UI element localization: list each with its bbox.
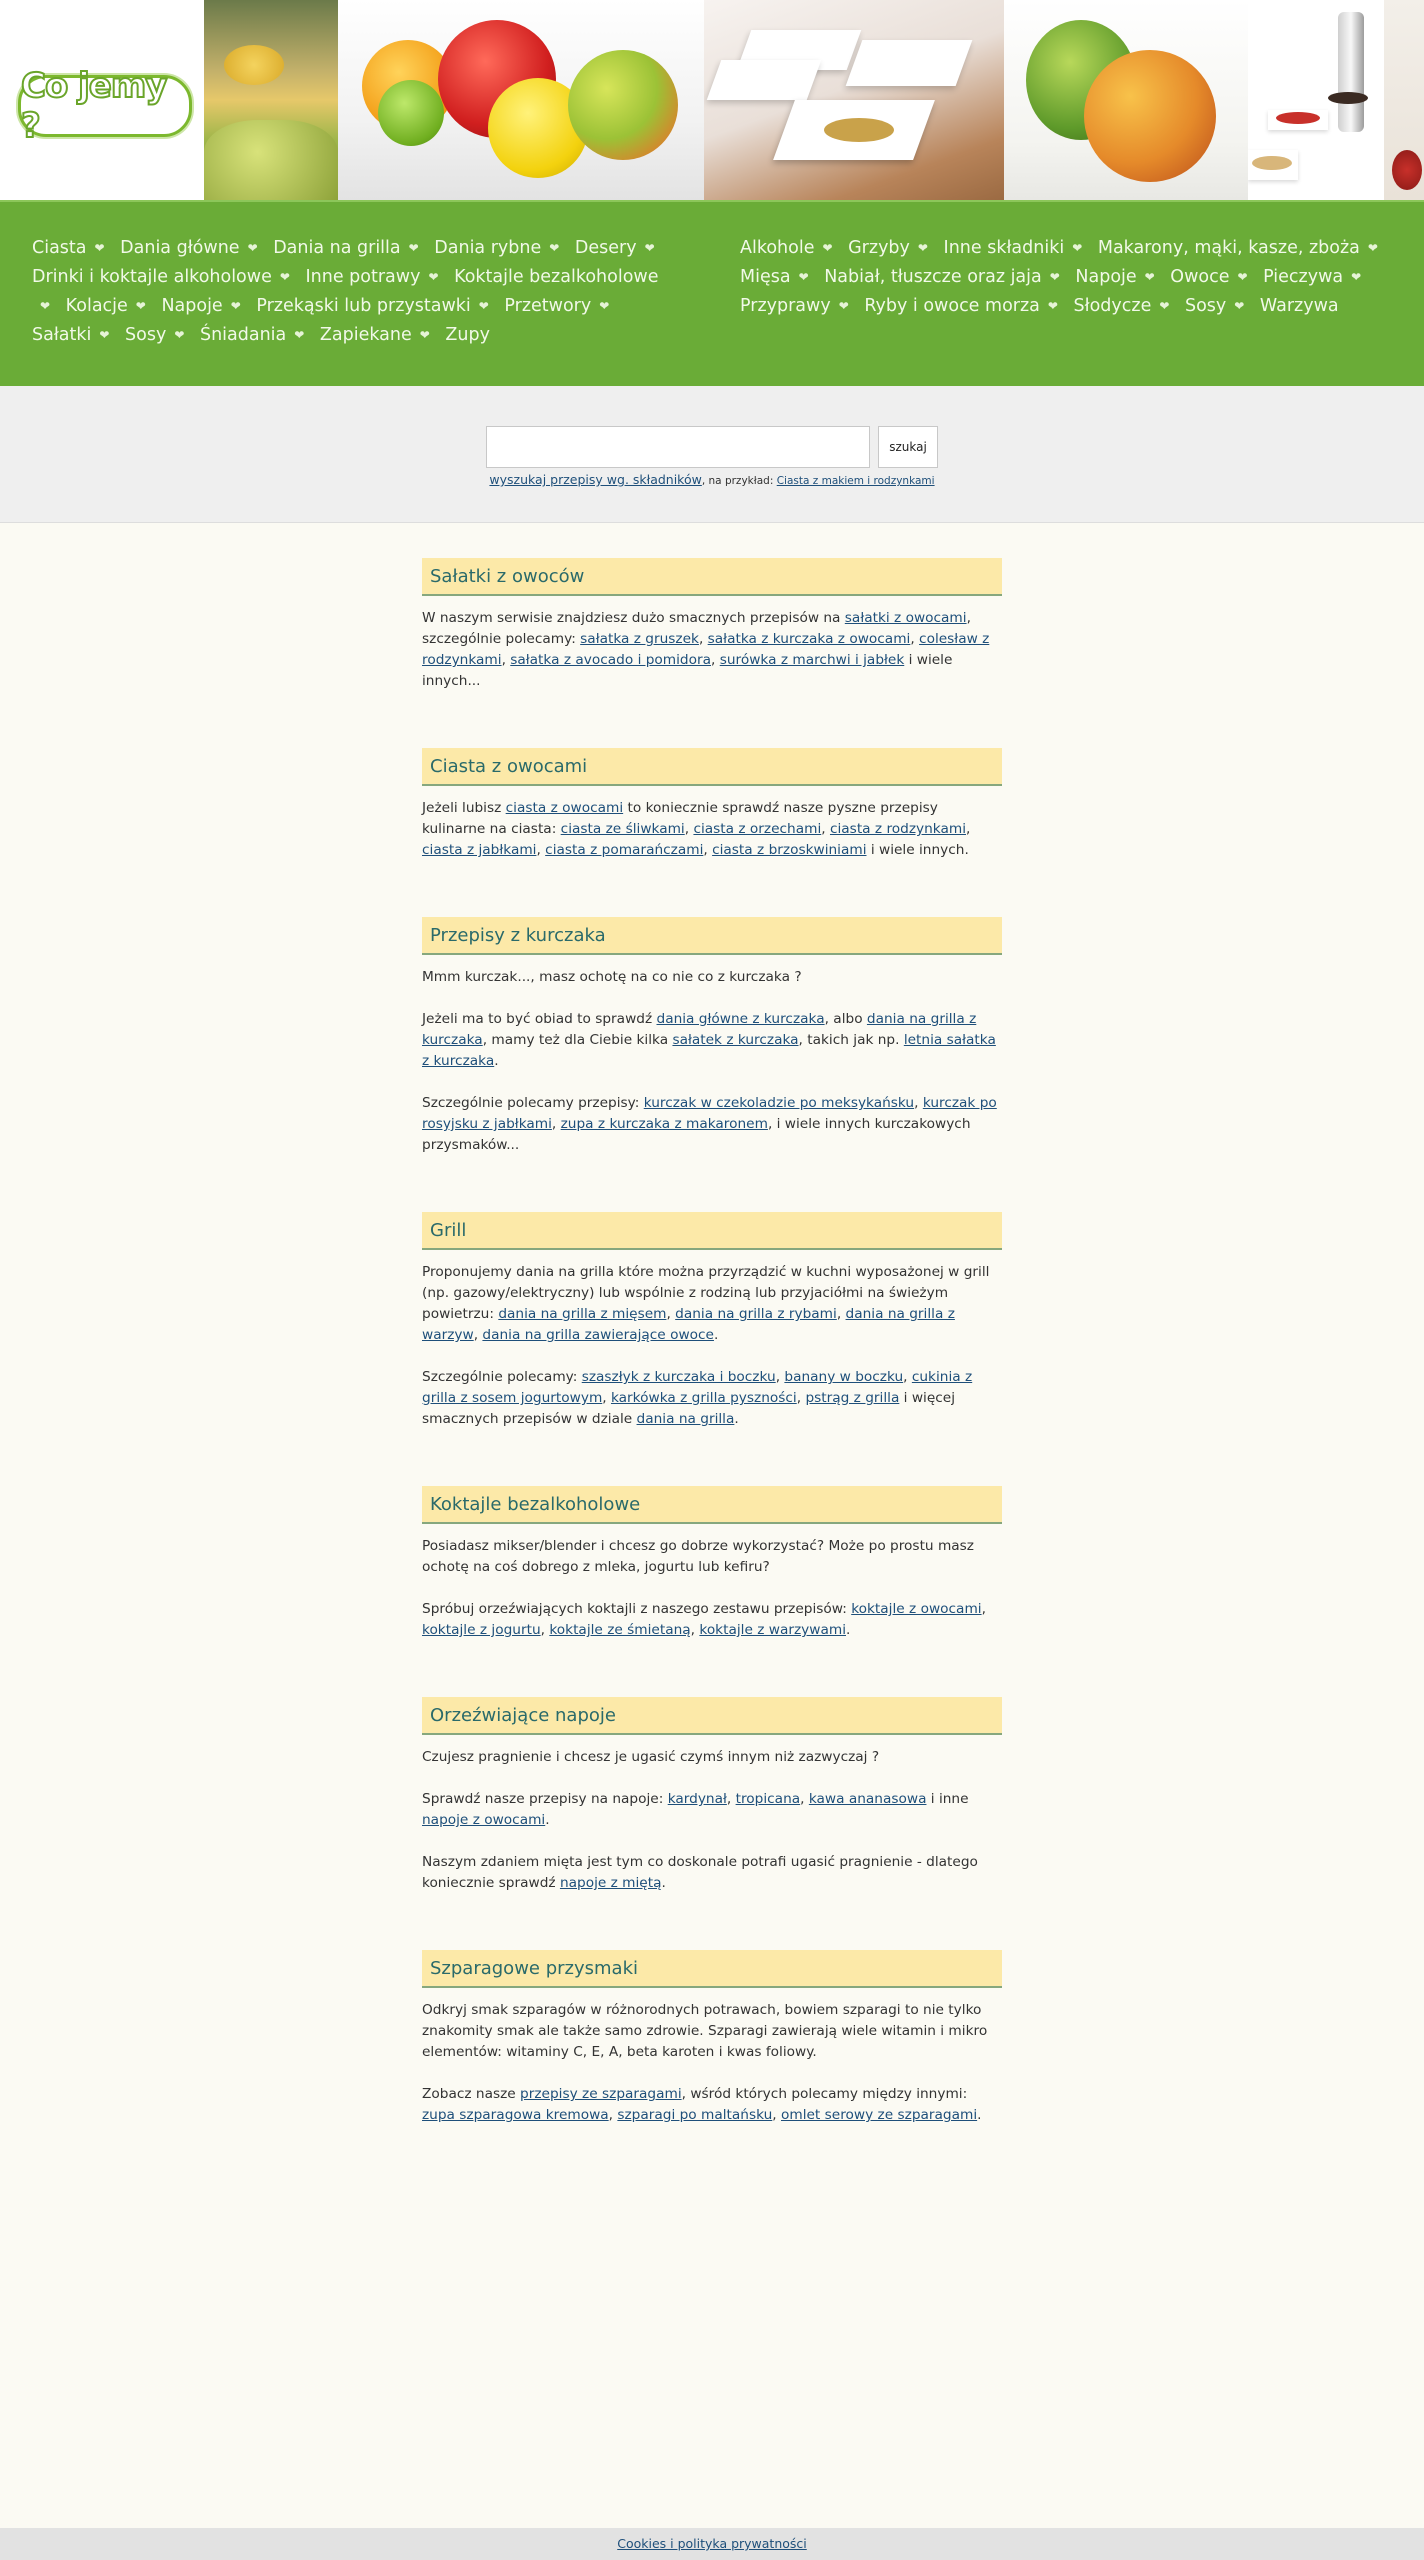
paragraph-text: Szczególnie polecamy przepisy: (422, 1095, 644, 1111)
nav-item[interactable]: Słodycze (1073, 296, 1152, 316)
paragraph-text: , (775, 1369, 785, 1385)
paragraph-text: . (977, 2107, 982, 2123)
recipe-link[interactable]: dania główne z kurczaka (656, 1011, 825, 1027)
section-paragraph (422, 1747, 1002, 1768)
recipe-link[interactable]: sałatka z gruszek (580, 631, 699, 647)
paragraph-text: , wśród których polecamy między innymi: (681, 2086, 968, 2102)
nav-item[interactable]: Sosy (1184, 296, 1227, 316)
paragraph-text: , (796, 1390, 806, 1406)
recipe-link[interactable]: szaszłyk z kurczaka i boczku (581, 1369, 776, 1385)
section-paragraph (422, 967, 1002, 988)
section-body (422, 798, 1002, 861)
heart-separator-icon: ❤ (599, 299, 610, 313)
paragraph-text: to koniecznie sprawdź nasze pyszne przepisy kulinarne na ciasta: (422, 800, 938, 837)
paragraph-text: i wiele innych. (866, 842, 969, 858)
recipe-link[interactable]: tropicana (735, 1791, 801, 1807)
nav-item[interactable]: Ryby i owoce morza (864, 296, 1040, 316)
paragraph-text: , takich jak np. (798, 1032, 904, 1048)
site-footer (0, 2528, 1424, 2560)
recipe-link[interactable]: szparagi po maltańsku (617, 2107, 773, 2123)
paragraph-text: , (836, 1306, 846, 1322)
recipe-link[interactable]: koktajle ze śmietaną (549, 1622, 691, 1638)
nav-item[interactable]: Drinki i koktajle alkoholowe (32, 267, 272, 287)
nav-item[interactable]: Przetwory (504, 296, 592, 316)
recipe-link[interactable]: ciasta ze śliwkami (560, 821, 685, 837)
paragraph-text: . (494, 1053, 499, 1069)
paragraph-text: Mmm kurczak..., masz ochotę na co nie co z kurczaka ? (422, 969, 802, 985)
content-section (422, 558, 1002, 692)
paragraph-text: , (690, 1622, 700, 1638)
heart-separator-icon: ❤ (549, 241, 560, 255)
nav-item[interactable]: Koktajle bezalkoholowe (454, 267, 659, 287)
nav-item[interactable]: Owoce (1170, 267, 1230, 287)
heart-separator-icon: ❤ (1144, 270, 1155, 284)
section-paragraph (422, 1009, 1002, 1072)
heart-separator-icon: ❤ (94, 241, 105, 255)
heart-separator-icon: ❤ (822, 241, 833, 255)
ingredient-menu (740, 234, 1400, 321)
section-paragraph (422, 1536, 1002, 1578)
paragraph-text: . (545, 1812, 550, 1828)
paragraph-text: Posiadasz mikser/blender i chcesz go dobrze wykorzystać? Może po prostu masz ochotę na coś dobrego z mleka, jogurtu lub kefiru? (422, 1538, 974, 1575)
section-body (422, 1262, 1002, 1430)
nav-item[interactable]: Zupy (445, 325, 490, 345)
heart-separator-icon: ❤ (408, 241, 419, 255)
nav-item[interactable]: Napoje (161, 296, 223, 316)
section-title: Szparagowe przysmaki (422, 1950, 1002, 1988)
recipe-link[interactable]: ciasta z owocami (505, 800, 624, 816)
nav-item[interactable]: Przekąski lub przystawki (256, 296, 471, 316)
section-paragraph (422, 608, 1002, 692)
recipe-link[interactable]: ciasta z orzechami (693, 821, 822, 837)
paragraph-text: , szczególnie polecamy: (422, 610, 971, 647)
heart-separator-icon: ❤ (1049, 270, 1060, 284)
section-paragraph (422, 1852, 1002, 1894)
recipe-link[interactable]: zupa z kurczaka z makaronem (560, 1116, 768, 1132)
recipe-link[interactable]: dania na grilla zawierające owoce (482, 1327, 714, 1343)
section-body (422, 2000, 1002, 2126)
heart-separator-icon: ❤ (478, 299, 489, 313)
heart-separator-icon: ❤ (99, 328, 110, 342)
paragraph-text: , i wiele innych kurczakowych przysmaków... (422, 1116, 971, 1153)
paragraph-text: , (910, 631, 920, 647)
hero-image-peppercorns (1384, 0, 1424, 200)
section-paragraph (422, 2000, 1002, 2063)
content-section (422, 1950, 1002, 2126)
recipe-link[interactable]: przepisy ze szparagami (520, 2086, 682, 2102)
nav-item[interactable]: Ciasta (32, 238, 87, 258)
paragraph-text: , (602, 1390, 611, 1406)
heart-separator-icon: ❤ (279, 270, 290, 284)
heart-separator-icon: ❤ (1159, 299, 1170, 313)
paragraph-text: Naszym zdaniem mięta jest tym co doskonale potrafi ugasić pragnienie - dlatego koniecznie sprawdź (422, 1854, 978, 1891)
paragraph-text: Odkryj smak szparagów w różnorodnych potrawach, bowiem szparagi to nie tylko znakomity smak ale także samo zdrowie. Szparagi zawierają wiele witamin i mikro elementów: witaminy C, E, A, beta karoten i kwas foliowy. (422, 2002, 988, 2060)
paragraph-text: , (914, 1095, 923, 1111)
section-paragraph (422, 2084, 1002, 2126)
heart-separator-icon: ❤ (1367, 241, 1378, 255)
paragraph-text: W naszym serwisie znajdziesz dużo smacznych przepisów na (422, 610, 845, 626)
nav-item[interactable]: Sałatki (32, 325, 92, 345)
recipe-link[interactable]: surówka z marchwi i jabłek (719, 652, 905, 668)
search-button[interactable]: szukaj (878, 426, 938, 468)
main-content (422, 558, 1002, 2147)
section-title: Sałatki z owoców (422, 558, 1002, 596)
recipe-link[interactable]: kurczak po rosyjsku z jabłkami (422, 1095, 997, 1132)
dish-type-menu (32, 234, 672, 350)
paragraph-text: , (473, 1327, 483, 1343)
paragraph-text: i inne (926, 1791, 969, 1807)
nav-item[interactable]: Nabiał, tłuszcze oraz jaja (824, 267, 1042, 287)
heart-separator-icon: ❤ (230, 299, 241, 313)
paragraph-text: Sprawdź nasze przepisy na napoje: (422, 1791, 668, 1807)
paragraph-text: . (734, 1411, 739, 1427)
recipe-link[interactable]: sałatka z kurczaka z owocami (707, 631, 911, 647)
recipe-link[interactable]: karkówka z grilla pyszności (610, 1390, 797, 1406)
recipe-link[interactable]: dania na grilla z mięsem (498, 1306, 667, 1322)
content-section (422, 1486, 1002, 1641)
paragraph-text: , (981, 1601, 986, 1617)
paragraph-text: Zobacz nasze (422, 2086, 521, 2102)
heart-separator-icon: ❤ (1351, 270, 1362, 284)
paragraph-text: Jeżeli ma to być obiad to sprawdź (422, 1011, 657, 1027)
heart-separator-icon: ❤ (294, 328, 305, 342)
paragraph-text: , (821, 821, 830, 837)
heart-separator-icon: ❤ (1237, 270, 1248, 284)
paragraph-text: , (698, 631, 708, 647)
paragraph-text: , (800, 1791, 809, 1807)
nav-item[interactable]: Kolacje (65, 296, 128, 316)
heart-separator-icon: ❤ (1072, 241, 1083, 255)
section-paragraph (422, 1789, 1002, 1831)
example-search-link[interactable]: Ciasta z makiem i rodzynkami (776, 475, 935, 487)
hero-image-mangoes (1004, 0, 1248, 200)
recipe-link[interactable]: dania na grilla z warzyw (422, 1306, 955, 1343)
nav-item[interactable]: Pieczywa (1263, 267, 1344, 287)
recipe-link[interactable]: letnia sałatka z kurczaka (422, 1032, 996, 1069)
recipe-link[interactable]: kardynał (667, 1791, 727, 1807)
recipe-link[interactable]: banany w boczku (784, 1369, 904, 1385)
heart-separator-icon: ❤ (798, 270, 809, 284)
section-title: Orzeźwiające napoje (422, 1697, 1002, 1735)
hero-image-herbs-grapes (204, 0, 338, 200)
category-navigation (0, 200, 1424, 388)
search-input[interactable] (486, 426, 870, 468)
recipe-link[interactable]: koktajle z warzywami (699, 1622, 846, 1638)
recipe-link[interactable]: ciasta z brzoskwiniami (712, 842, 867, 858)
recipe-link[interactable]: napoje z owocami (422, 1812, 546, 1828)
heart-separator-icon: ❤ (135, 299, 146, 313)
hero-image-spice-bowls (704, 0, 1004, 200)
recipe-link[interactable]: zupa szparagowa kremowa (422, 2107, 609, 2123)
example-prefix: , na przykład: (701, 475, 777, 487)
content-section (422, 1212, 1002, 1430)
paragraph-text: , (551, 1116, 561, 1132)
hero-image-fruits (338, 0, 704, 200)
nav-item[interactable]: Napoje (1075, 267, 1137, 287)
paragraph-text: . (713, 1327, 719, 1343)
paragraph-text: , (726, 1791, 736, 1807)
nav-item[interactable]: Zapiekane (319, 325, 412, 345)
paragraph-text: . (846, 1622, 851, 1638)
paragraph-text: , (966, 821, 971, 837)
nav-item[interactable]: Dania rybne (434, 238, 542, 258)
recipe-link[interactable]: omlet serowy ze szparagami (781, 2107, 978, 2123)
recipe-link[interactable]: ciasta z pomarańczami (545, 842, 704, 858)
recipe-link[interactable]: dania na grilla z kurczaka (422, 1011, 977, 1048)
section-paragraph (422, 1367, 1002, 1430)
recipe-link[interactable]: koktajle z owocami (851, 1601, 982, 1617)
nav-item[interactable]: Dania główne (120, 238, 240, 258)
paragraph-text: , (501, 652, 511, 668)
heart-separator-icon: ❤ (419, 328, 430, 342)
paragraph-text: , (666, 1306, 676, 1322)
recipe-link[interactable]: sałatki z owocami (844, 610, 967, 626)
search-bar (0, 386, 1424, 523)
recipe-link[interactable]: ciasta z rodzynkami (829, 821, 967, 837)
recipe-link[interactable]: colesław z rodzynkami (422, 631, 990, 668)
ingredient-search-link[interactable]: wyszukaj przepisy wg. składników (489, 472, 702, 487)
paragraph-text: Spróbuj orzeźwiających koktajli z naszego zestawu przepisów: (422, 1601, 852, 1617)
recipe-link[interactable]: napoje z miętą (559, 1875, 662, 1891)
recipe-link[interactable]: kawa ananasowa (808, 1791, 927, 1807)
nav-item[interactable]: Grzyby (848, 238, 910, 258)
nav-item[interactable]: Inne składniki (943, 238, 1065, 258)
site-logo[interactable]: Co jemy ? (18, 75, 192, 137)
paragraph-text: Proponujemy dania na grilla które można przyrządzić w kuchni wyposażonej w grill (np. gazowy/elektryczny) lub wspólnie z rodziną lub przyjaciółmi na świeżym powietrzu: (422, 1264, 990, 1322)
nav-item[interactable]: Sosy (125, 325, 167, 345)
recipe-link[interactable]: koktajle z jogurtu (422, 1622, 541, 1638)
section-title: Przepisy z kurczaka (422, 917, 1002, 955)
paragraph-text: , (903, 1369, 912, 1385)
paragraph-text: , (711, 652, 720, 668)
paragraph-text: i wiele innych... (422, 652, 953, 689)
heart-separator-icon: ❤ (917, 241, 928, 255)
nav-item[interactable]: Dania na grilla (273, 238, 401, 258)
nav-item[interactable]: Przyprawy (740, 296, 831, 316)
content-section (422, 917, 1002, 1156)
recipe-link[interactable]: pstrąg z grilla (805, 1390, 900, 1406)
recipe-link[interactable]: sałatka z avocado i pomidora (510, 652, 712, 668)
section-body (422, 1747, 1002, 1894)
heart-separator-icon: ❤ (174, 328, 185, 342)
paragraph-text: Jeżeli lubisz (422, 800, 506, 816)
paragraph-text: , (536, 842, 546, 858)
recipe-link[interactable]: ciasta z jabłkami (422, 842, 537, 858)
recipe-link[interactable]: cukinia z grilla z sosem jogurtowym (422, 1369, 973, 1406)
section-title: Koktajle bezalkoholowe (422, 1486, 1002, 1524)
nav-item[interactable]: Makarony, mąki, kasze, zboża (1097, 238, 1360, 258)
section-title: Ciasta z owocami (422, 748, 1002, 786)
paragraph-text: , (608, 2107, 618, 2123)
recipe-link[interactable]: kurczak w czekoladzie po meksykańsku (643, 1095, 915, 1111)
paragraph-text: i więcej smacznych przepisów w dziale (422, 1390, 956, 1427)
recipe-link[interactable]: sałatek z kurczaka (672, 1032, 799, 1048)
nav-item[interactable]: Inne potrawy (305, 267, 421, 287)
section-body (422, 608, 1002, 692)
cookies-policy-link[interactable]: Cookies i polityka prywatności (617, 2536, 807, 2551)
paragraph-text: Czujesz pragnienie i chcesz je ugasić czymś innym niż zazwyczaj ? (422, 1749, 880, 1765)
section-body (422, 967, 1002, 1156)
nav-item[interactable]: Alkohole (740, 238, 815, 258)
paragraph-text: , albo (824, 1011, 867, 1027)
paragraph-text: Szczególnie polecamy: (422, 1369, 582, 1385)
heart-separator-icon: ❤ (428, 270, 439, 284)
section-paragraph (422, 798, 1002, 861)
section-body (422, 1536, 1002, 1641)
search-hint (0, 472, 1424, 487)
heart-separator-icon: ❤ (644, 241, 655, 255)
heart-separator-icon: ❤ (40, 299, 51, 313)
section-paragraph (422, 1599, 1002, 1641)
heart-separator-icon: ❤ (838, 299, 849, 313)
nav-item[interactable]: Desery (574, 238, 637, 258)
section-paragraph (422, 1093, 1002, 1156)
paragraph-text: , (684, 821, 694, 837)
hero-image-pepper-mill (1248, 0, 1384, 200)
section-title: Grill (422, 1212, 1002, 1250)
section-paragraph (422, 1262, 1002, 1346)
recipe-link[interactable]: dania na grilla z rybami (675, 1306, 837, 1322)
nav-item[interactable]: Warzywa (1259, 296, 1339, 316)
heart-separator-icon: ❤ (1047, 299, 1058, 313)
paragraph-text: , (772, 2107, 781, 2123)
paragraph-text: , (703, 842, 713, 858)
paragraph-text: . (661, 1875, 666, 1891)
content-section (422, 1697, 1002, 1894)
recipe-link[interactable]: dania na grilla (636, 1411, 735, 1427)
site-header (0, 0, 1424, 200)
paragraph-text: , mamy też dla Ciebie kilka (482, 1032, 673, 1048)
nav-item[interactable]: Mięsa (740, 267, 791, 287)
nav-item[interactable]: Śniadania (199, 325, 287, 345)
content-section (422, 748, 1002, 861)
paragraph-text: , (540, 1622, 550, 1638)
heart-separator-icon: ❤ (247, 241, 258, 255)
heart-separator-icon: ❤ (1234, 299, 1245, 313)
